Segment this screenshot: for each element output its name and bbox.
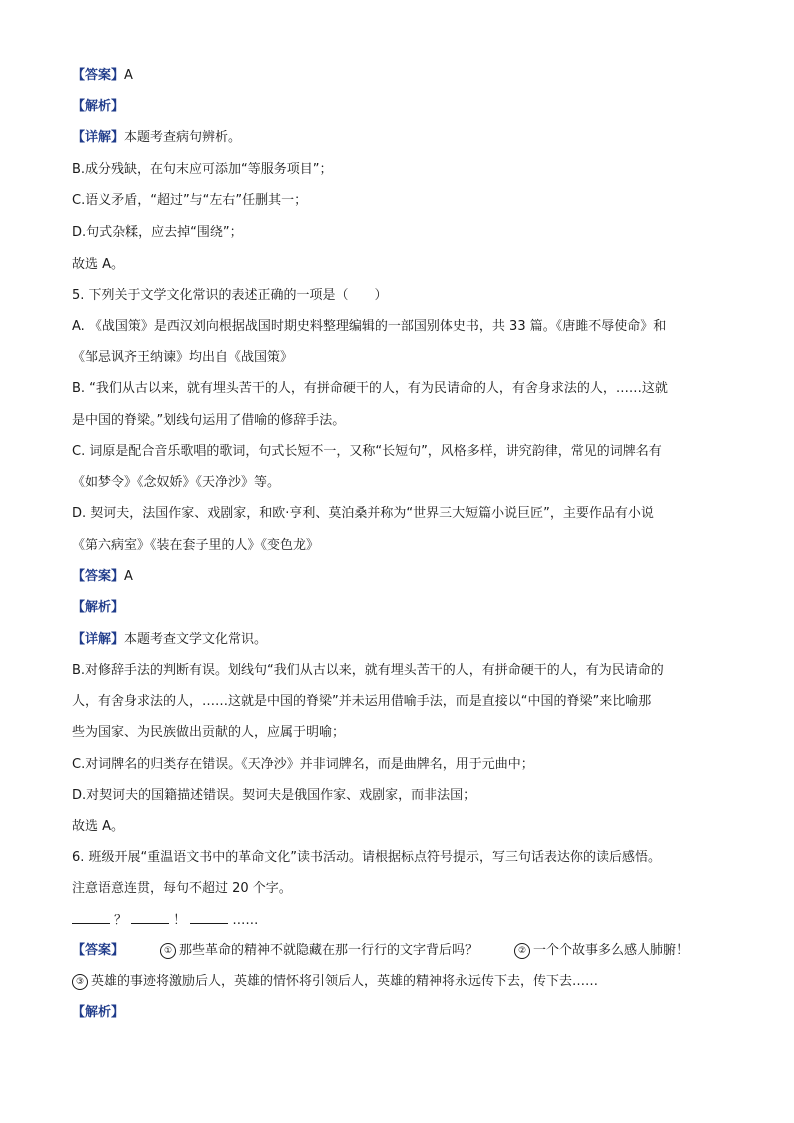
answer-sentence-1: 那些革命的精神不就隐藏在那一行行的文字背后吗？ [179, 943, 479, 958]
analysis-tag-line [72, 98, 734, 116]
analysis-tag-line [72, 599, 734, 617]
circled-number-2: ② [514, 943, 530, 959]
option-a-line-1: A. 《战国策》是西汉刘向根据战国时期史料整理编辑的一部国别体史书，共 33 篇。《唐雎不辱使命》和 [72, 319, 667, 334]
punct-ellipsis: …… [232, 913, 259, 928]
option-b-line-2: 是中国的脊梁。”划线句运用了借喻的修辞手法。 [72, 413, 346, 428]
answer-line [72, 67, 734, 85]
answer-value: A [124, 68, 133, 83]
detail-tag: 【详解】 [72, 632, 125, 647]
answer-sentence-2: 一个个故事多么感人肺腑！ [533, 943, 690, 958]
analysis-tag-line [72, 1004, 734, 1022]
text-line: C.语义矛盾，“超过”与“左右”任删其一； [72, 193, 308, 208]
text-line: D.对契诃夫的国籍描述错误。契诃夫是俄国作家、戏剧家，而非法国； [72, 788, 477, 803]
answer-line-q6 [72, 942, 734, 960]
punct-exclaim: ！ [173, 913, 187, 928]
text-line: 故选 A。 [72, 257, 125, 272]
option-b-line-1: B. “我们从古以来，就有埋头苦干的人，有拼命硬干的人，有为民请命的人，有舍身求法的人，……这就 [72, 381, 668, 396]
detail-tag: 【详解】 [72, 130, 125, 145]
detail-text: 本题考查病句辨析。 [124, 130, 242, 145]
question-6-stem-2: 注意语意连贯，每句不超过 20 个字。 [72, 881, 292, 896]
detail-text: 本题考查文学文化常识。 [124, 632, 268, 647]
answer-line-q6-cont [72, 973, 734, 991]
text-line: B.对修辞手法的判断有误。划线句“我们从古以来，就有埋头苦干的人，有拼命硬干的人，有为民请命的 [72, 663, 664, 678]
option-a-line-2: 《邹忌讽齐王纳谏》均出自《战国策》 [72, 350, 294, 365]
option-d-line-1: D. 契诃夫，法国作家、戏剧家，和欧·亨利、莫泊桑并称为“世界三大短篇小说巨匠”，主要作品有小说 [72, 506, 654, 521]
option-c-line-2: 《如梦令》《念奴娇》《天净沙》等。 [72, 475, 281, 490]
circled-number-1: ① [160, 943, 176, 959]
blank-3[interactable] [190, 911, 228, 924]
answer-tag: 【答案】 [72, 943, 125, 958]
answer-sentence-3: 英雄的事迹将激励后人，英雄的情怀将引领后人，英雄的精神将永远传下去，传下去…… [91, 974, 599, 989]
question-6-stem: 6. 班级开展“重温语文书中的革命文化”读书活动。请根据标点符号提示，写三句话表达你的读后感悟。 [72, 850, 662, 865]
text-line: C.对词牌名的归类存在错误。《天净沙》并非词牌名，而是曲牌名，用于元曲中； [72, 757, 534, 772]
answer-tag: 【答案】 [72, 569, 125, 584]
detail-line [72, 129, 734, 147]
circled-number-3: ③ [72, 974, 88, 990]
answer-value: A [124, 569, 133, 584]
answer-tag: 【答案】 [72, 68, 125, 83]
text-line: D.句式杂糅，应去掉“围绕”； [72, 225, 243, 240]
text-line: 故选 A。 [72, 819, 125, 834]
text-line: B.成分残缺，在句末应可添加“等服务项目”； [72, 162, 333, 177]
text-line: 些为国家、为民族做出贡献的人，应属于明喻； [72, 725, 346, 740]
question-5-stem: 5. 下列关于文学文化常识的表述正确的一项是（ ） [72, 288, 388, 303]
detail-line [72, 631, 734, 649]
punct-question: ？ [114, 913, 128, 928]
answer-line [72, 568, 734, 586]
blank-1[interactable] [72, 911, 110, 924]
fill-blanks-line [72, 911, 734, 930]
analysis-tag: 【解析】 [72, 1005, 125, 1020]
option-d-line-2: 《第六病室》《装在套子里的人》《变色龙》 [72, 538, 320, 553]
blank-2[interactable] [131, 911, 169, 924]
text-line: 人，有舍身求法的人，……这就是中国的脊梁”并未运用借喻手法，而是直接以“中国的脊梁”来比喻那 [72, 694, 652, 709]
analysis-tag: 【解析】 [72, 600, 125, 615]
analysis-tag: 【解析】 [72, 99, 125, 114]
option-c-line-1: C. 词原是配合音乐歌唱的歌词，句式长短不一，又称“长短句”，风格多样，讲究韵律，常见的词牌名有 [72, 444, 662, 459]
